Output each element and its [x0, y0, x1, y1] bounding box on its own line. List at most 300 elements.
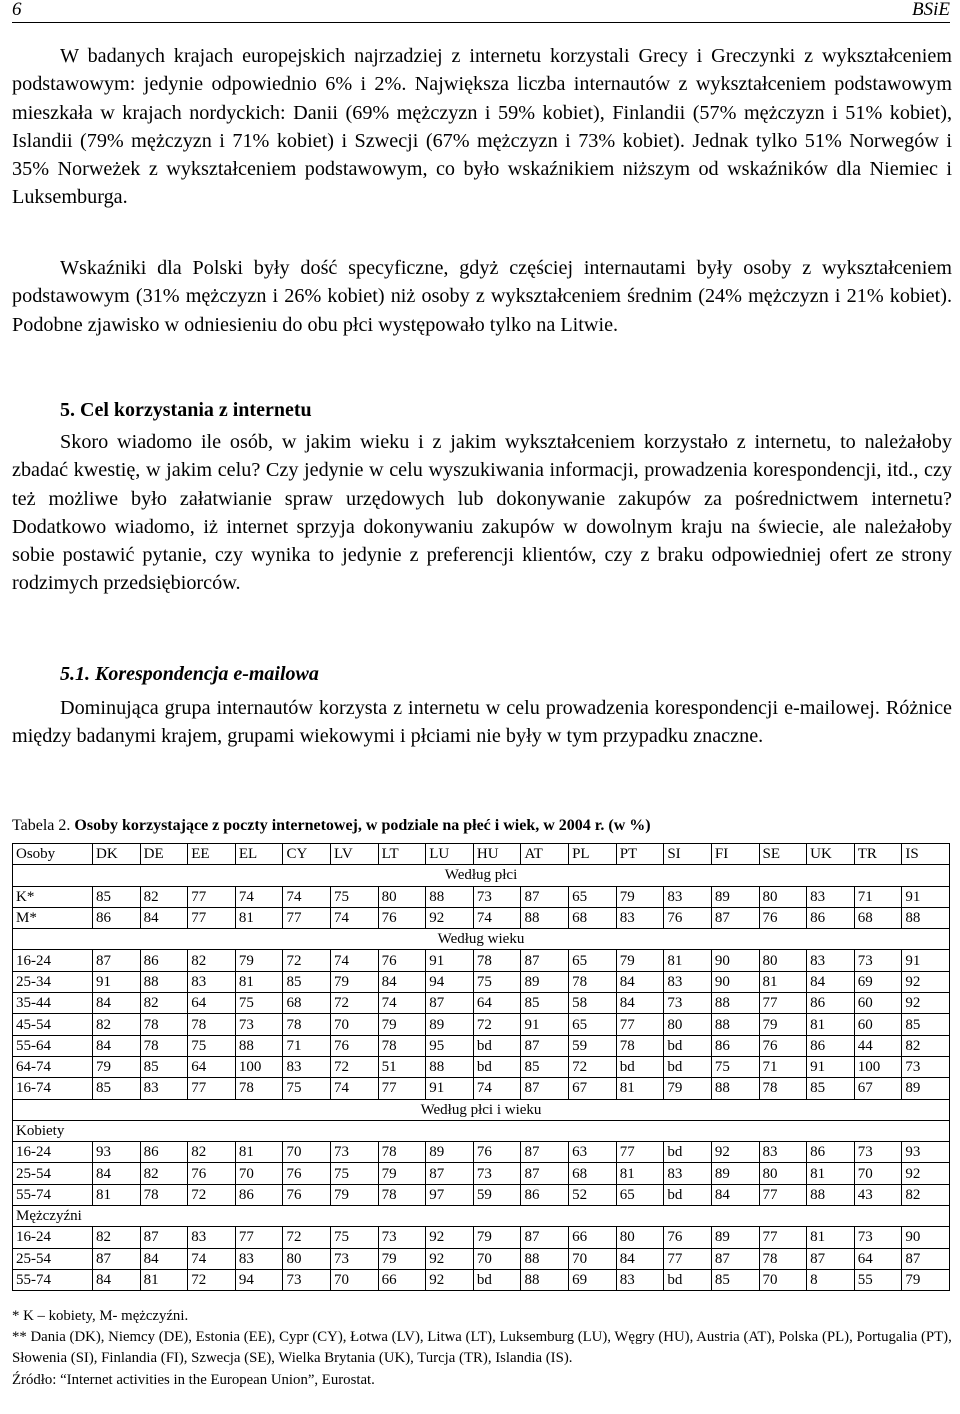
table-cell: 79 — [331, 1184, 379, 1205]
table-cell: 72 — [331, 993, 379, 1014]
table-cell: 77 — [188, 886, 236, 907]
table-cell: 85 — [93, 1078, 141, 1099]
table-cell: 81 — [140, 1269, 188, 1290]
table-cell: 76 — [378, 907, 426, 928]
table-cell: 89 — [426, 1142, 474, 1163]
column-header: PT — [616, 844, 664, 865]
table-cell: 74 — [473, 907, 521, 928]
table-cell: 73 — [854, 950, 902, 971]
table-cell: 83 — [283, 1056, 331, 1077]
table-cell: 70 — [569, 1248, 617, 1269]
table-cell: 89 — [711, 1227, 759, 1248]
table-cell: 86 — [807, 993, 855, 1014]
table-cell: 79 — [902, 1269, 950, 1290]
table-cell: 87 — [521, 1227, 569, 1248]
table-cell: 83 — [616, 907, 664, 928]
table-cell: bd — [473, 1035, 521, 1056]
table-cell: 87 — [521, 886, 569, 907]
intro-text — [12, 42, 952, 212]
table-cell: 85 — [807, 1078, 855, 1099]
table-cell: 80 — [759, 886, 807, 907]
table-cell: 88 — [140, 971, 188, 992]
table-cell: 86 — [807, 1035, 855, 1056]
table-cell: 77 — [188, 907, 236, 928]
table-cell: 82 — [93, 1227, 141, 1248]
table-cell: 97 — [426, 1184, 474, 1205]
table-cell: 74 — [378, 993, 426, 1014]
table-cell: 78 — [378, 1035, 426, 1056]
table-cell: 79 — [378, 1248, 426, 1269]
row-label: 55-74 — [13, 1269, 93, 1290]
table-cell: 77 — [378, 1078, 426, 1099]
source-note: Źródło: “Internet activities in the European Union”, Eurostat. — [12, 1371, 375, 1388]
table-cell: 90 — [711, 950, 759, 971]
table-cell: 71 — [759, 1056, 807, 1077]
table-cell: 80 — [664, 1014, 712, 1035]
table-cell: 85 — [93, 886, 141, 907]
table-cell: 89 — [711, 886, 759, 907]
caption-prefix: Tabela 2. — [12, 817, 75, 834]
row-label: 25-54 — [13, 1163, 93, 1184]
table-cell: 76 — [664, 907, 712, 928]
table-cell: 73 — [664, 993, 712, 1014]
table-row — [13, 993, 950, 1014]
table-cell: 78 — [378, 1142, 426, 1163]
table-row — [13, 1142, 950, 1163]
table-cell: 78 — [235, 1078, 283, 1099]
table-cell: 70 — [473, 1248, 521, 1269]
table-cell: 75 — [235, 993, 283, 1014]
table-cell: 73 — [331, 1248, 379, 1269]
table-cell: 72 — [331, 1056, 379, 1077]
table-cell: 51 — [378, 1056, 426, 1077]
table-cell: 83 — [759, 1142, 807, 1163]
table-cell: 73 — [854, 1227, 902, 1248]
paragraph-poland: Wskaźniki dla Polski były dość specyficzne, gdyż częściej internautami były osoby z wykształceniem podstawowym (31% mężczyzn i 26% kobiet) niż osoby z wykształceniem średnim (24% mężczyzn i 21% kobiet). Podobne zjawisko w odniesieniu do obu płci występowało tylko na Litwie. — [12, 257, 952, 336]
table-cell: 100 — [854, 1056, 902, 1077]
table-cell: 70 — [759, 1269, 807, 1290]
table-cell: 100 — [235, 1056, 283, 1077]
table-cell: 84 — [140, 907, 188, 928]
table-cell: 81 — [664, 950, 712, 971]
table-cell: 78 — [140, 1184, 188, 1205]
column-header: EE — [188, 844, 236, 865]
table-cell: bd — [473, 1056, 521, 1077]
table-cell: 79 — [378, 1014, 426, 1035]
table-cell: 82 — [140, 886, 188, 907]
table-cell: 81 — [759, 971, 807, 992]
table-cell: 92 — [426, 1269, 474, 1290]
table-cell: 75 — [331, 1163, 379, 1184]
table-cell: 80 — [283, 1248, 331, 1269]
table-cell: 74 — [331, 1078, 379, 1099]
table-cell: 85 — [521, 1056, 569, 1077]
table-row — [13, 1035, 950, 1056]
table-cell: 83 — [807, 886, 855, 907]
column-header: Osoby — [13, 844, 93, 865]
column-header: LU — [426, 844, 474, 865]
note-country-abbreviations: ** Dania (DK), Niemcy (DE), Estonia (EE), Cypr (CY), Łotwa (LV), Litwa (LT), Luksemburg (LU), Węgry (HU), Austria (AT), Polska (PL), Portugalia (PT), Słowenia (SI), Finlandia (FI), Szwecja (SE), Wielka Brytania (UK), Turcja (TR), Islandia (IS). — [12, 1329, 952, 1367]
table-cell: 89 — [426, 1014, 474, 1035]
table-caption — [12, 816, 952, 836]
table-cell: bd — [616, 1056, 664, 1077]
table-cell: 90 — [711, 971, 759, 992]
table-cell: 87 — [93, 950, 141, 971]
table-cell: 84 — [93, 1163, 141, 1184]
table-row — [13, 971, 950, 992]
table-cell: 69 — [569, 1269, 617, 1290]
table-subgroup-row — [13, 1206, 950, 1227]
table-cell: 91 — [426, 950, 474, 971]
table-cell: bd — [664, 1056, 712, 1077]
table-cell: 58 — [569, 993, 617, 1014]
table-cell: 95 — [426, 1035, 474, 1056]
table-cell: 84 — [140, 1248, 188, 1269]
section-5-1 — [12, 660, 952, 688]
table-cell: 86 — [711, 1035, 759, 1056]
table-cell: 82 — [902, 1035, 950, 1056]
table-cell: 81 — [235, 971, 283, 992]
table-cell: 77 — [664, 1248, 712, 1269]
table-cell: 77 — [235, 1227, 283, 1248]
table-cell: 92 — [902, 971, 950, 992]
table-cell: 72 — [569, 1056, 617, 1077]
row-label: 55-74 — [13, 1184, 93, 1205]
table-cell: 72 — [283, 950, 331, 971]
table-cell: 74 — [188, 1248, 236, 1269]
column-header: TR — [854, 844, 902, 865]
paragraph-email: Dominująca grupa internautów korzysta z internetu w celu prowadzenia korespondencji e-mailowej. Różnice między badanymi krajem, grupami wiekowymi i płciami nie były w tym przypadku znaczne. — [12, 697, 952, 748]
table-cell: 88 — [521, 1269, 569, 1290]
row-label: 16-74 — [13, 1078, 93, 1099]
table-cell: bd — [664, 1142, 712, 1163]
table-cell: 78 — [140, 1035, 188, 1056]
column-header: AT — [521, 844, 569, 865]
table-cell: 76 — [473, 1142, 521, 1163]
table-cell: 86 — [93, 907, 141, 928]
table-cell: 83 — [664, 886, 712, 907]
table-cell: 86 — [140, 1142, 188, 1163]
table-cell: 77 — [759, 1227, 807, 1248]
table-cell: 73 — [854, 1142, 902, 1163]
table-cell: 83 — [807, 950, 855, 971]
table-cell: 64 — [854, 1248, 902, 1269]
table-cell: 79 — [616, 950, 664, 971]
table-cell: 87 — [426, 1163, 474, 1184]
table-cell: 91 — [902, 886, 950, 907]
table-cell: 80 — [759, 1163, 807, 1184]
table-cell: 87 — [902, 1248, 950, 1269]
table-cell: 82 — [93, 1014, 141, 1035]
table-cell: 64 — [473, 993, 521, 1014]
row-label: 25-34 — [13, 971, 93, 992]
journal-name: BSiE — [912, 0, 950, 20]
table-cell: 84 — [616, 1248, 664, 1269]
table-cell: 83 — [140, 1078, 188, 1099]
table-cell: 86 — [807, 907, 855, 928]
table-cell: 79 — [235, 950, 283, 971]
table-cell: 84 — [93, 993, 141, 1014]
table-cell: 78 — [473, 950, 521, 971]
table-cell: 82 — [902, 1184, 950, 1205]
table-cell: 88 — [807, 1184, 855, 1205]
column-header: LT — [378, 844, 426, 865]
row-label: 55-64 — [13, 1035, 93, 1056]
table-cell: 88 — [426, 1056, 474, 1077]
table-cell: 88 — [235, 1035, 283, 1056]
group-heading: Według płci i wieku — [13, 1099, 950, 1120]
table-cell: 84 — [616, 993, 664, 1014]
table-cell: 72 — [473, 1014, 521, 1035]
table-cell: 94 — [235, 1269, 283, 1290]
row-label: 25-54 — [13, 1248, 93, 1269]
table-cell: 85 — [521, 993, 569, 1014]
table-cell: 91 — [426, 1078, 474, 1099]
table-cell: 63 — [569, 1142, 617, 1163]
row-label: 35-44 — [13, 993, 93, 1014]
email-usage-table-wrapper — [12, 843, 952, 1291]
table-cell: 71 — [854, 886, 902, 907]
table-cell: 73 — [473, 886, 521, 907]
table-cell: 70 — [283, 1142, 331, 1163]
table-cell: 92 — [426, 907, 474, 928]
note-sex-abbreviations: * K – kobiety, M- mężczyźni. — [12, 1308, 189, 1324]
table-cell: 84 — [807, 971, 855, 992]
table-cell: 83 — [616, 1269, 664, 1290]
table-row — [13, 1014, 950, 1035]
table-cell: 73 — [378, 1227, 426, 1248]
table-subgroup-row — [13, 1120, 950, 1141]
table-cell: 79 — [616, 886, 664, 907]
table-cell: 83 — [235, 1248, 283, 1269]
group-heading: Według wieku — [13, 929, 950, 950]
table-cell: 70 — [331, 1269, 379, 1290]
row-label: 45-54 — [13, 1014, 93, 1035]
table-cell: 76 — [283, 1163, 331, 1184]
subgroup-label: Kobiety — [13, 1120, 950, 1141]
table-cell: 89 — [711, 1163, 759, 1184]
table-cell: 81 — [807, 1163, 855, 1184]
table-cell: 77 — [283, 907, 331, 928]
paragraph-greece-nordic: W badanych krajach europejskich najrzadziej z internetu korzystali Grecy i Greczynki z wykształceniem podstawowym: jedynie odpowiednio 6% i 2%. Największa liczba internautów z wykształceniem podstawowym mieszkała w krajach nordyckich: Danii (69% mężczyzn i 59% kobiet), Finlandii (57% mężczyzn i 51% kobiet), Islandii (79% mężczyzn i 71% kobiet) i Szwecji (67% mężczyzn i 73% kobiet). Jednak tylko 51% Norwegów i 35% Norweżek z wykształceniem podstawowym, co było wskaźnikiem niższym od wskaźników dla Niemiec i Luksemburga. — [12, 45, 952, 209]
table-cell: 82 — [140, 993, 188, 1014]
table-cell: 92 — [902, 993, 950, 1014]
table-cell: 52 — [569, 1184, 617, 1205]
table-cell: 65 — [569, 950, 617, 971]
table-cell: 92 — [426, 1227, 474, 1248]
row-label: 16-24 — [13, 1227, 93, 1248]
table-cell: 84 — [378, 971, 426, 992]
table-cell: 91 — [93, 971, 141, 992]
table-cell: 59 — [473, 1184, 521, 1205]
column-header: IS — [902, 844, 950, 865]
row-label: M* — [13, 907, 93, 928]
table-cell: 86 — [140, 950, 188, 971]
table-cell: 83 — [188, 971, 236, 992]
column-header: PL — [569, 844, 617, 865]
table-cell: 78 — [378, 1184, 426, 1205]
table-cell: 74 — [473, 1078, 521, 1099]
table-cell: 77 — [188, 1078, 236, 1099]
table-cell: 69 — [854, 971, 902, 992]
column-header: DE — [140, 844, 188, 865]
table-cell: 85 — [711, 1269, 759, 1290]
table-row — [13, 1056, 950, 1077]
table-cell: 94 — [426, 971, 474, 992]
table-cell: 91 — [807, 1056, 855, 1077]
table-cell: 77 — [616, 1014, 664, 1035]
table-cell: 83 — [664, 971, 712, 992]
table-cell: 87 — [711, 907, 759, 928]
section-5-1-text — [12, 694, 952, 751]
column-header: EL — [235, 844, 283, 865]
table-cell: 93 — [902, 1142, 950, 1163]
table-cell: 88 — [521, 1248, 569, 1269]
table-cell: 68 — [854, 907, 902, 928]
subsection-heading: 5.1. Korespondencja e-mailowa — [60, 663, 319, 685]
table-cell: 91 — [521, 1014, 569, 1035]
table-cell: 88 — [711, 1014, 759, 1035]
table-cell: 79 — [331, 971, 379, 992]
table-cell: 80 — [378, 886, 426, 907]
table-cell: 85 — [140, 1056, 188, 1077]
table-cell: 55 — [854, 1269, 902, 1290]
table-cell: 82 — [140, 1163, 188, 1184]
section-5-text — [12, 428, 952, 598]
table-cell: 87 — [426, 993, 474, 1014]
column-header: FI — [711, 844, 759, 865]
table-header-row — [13, 844, 950, 865]
table-cell: 59 — [569, 1035, 617, 1056]
table-cell: 70 — [331, 1014, 379, 1035]
table-cell: 92 — [426, 1248, 474, 1269]
table-cell: 79 — [93, 1056, 141, 1077]
table-cell: 84 — [711, 1184, 759, 1205]
table-cell: 86 — [807, 1142, 855, 1163]
table-cell: 83 — [664, 1163, 712, 1184]
table-cell: 78 — [569, 971, 617, 992]
table-cell: 65 — [616, 1184, 664, 1205]
column-header: UK — [807, 844, 855, 865]
table-cell: 87 — [521, 1035, 569, 1056]
subgroup-label: Mężczyźni — [13, 1206, 950, 1227]
row-label: 16-24 — [13, 950, 93, 971]
poland-text — [12, 254, 952, 339]
table-cell: 81 — [616, 1163, 664, 1184]
table-cell: 87 — [521, 1078, 569, 1099]
table-cell: 82 — [188, 950, 236, 971]
column-header: SE — [759, 844, 807, 865]
column-header: DK — [93, 844, 141, 865]
table-row — [13, 1227, 950, 1248]
table-cell: 78 — [283, 1014, 331, 1035]
table-cell: 82 — [188, 1142, 236, 1163]
table-cell: 79 — [378, 1163, 426, 1184]
paragraph-purpose: Skoro wiadomo ile osób, w jakim wieku i z jakim wykształceniem korzystało z internetu, to należałoby zbadać kwestię, w jakim celu? Czy jedynie w celu wyszukiwania informacji, prowadzenia korespondencji, itd., czy też możliwe było załatwianie spraw urzędowych lub dokonywanie zakupów za pośrednictwem internetu? Dodatkowo wiadomo, iż internet sprzyja dokonywaniu zakupów w dowolnym kraju na świecie, ale należałoby sobie postawić pytanie, czy wynika to jedynie z preferencji klientów, czy z braku odpowiedniej ofert ze strony rodzimych przedsiębiorców. — [12, 431, 952, 595]
table-cell: 81 — [235, 1142, 283, 1163]
table-cell: 75 — [283, 1078, 331, 1099]
table-cell: 79 — [759, 1014, 807, 1035]
table-cell: 60 — [854, 1014, 902, 1035]
table-cell: 74 — [331, 907, 379, 928]
column-header: CY — [283, 844, 331, 865]
table-row — [13, 1269, 950, 1290]
table-cell: 76 — [759, 1035, 807, 1056]
table-cell: 80 — [759, 950, 807, 971]
table-group-row — [13, 1099, 950, 1120]
page-header — [12, 0, 950, 23]
table-cell: 75 — [331, 886, 379, 907]
table-cell: 81 — [235, 907, 283, 928]
table-cell: 70 — [854, 1163, 902, 1184]
table-cell: 88 — [711, 1078, 759, 1099]
table-cell: bd — [664, 1035, 712, 1056]
table-cell: bd — [473, 1269, 521, 1290]
table-cell: 65 — [569, 886, 617, 907]
table-cell: 91 — [902, 950, 950, 971]
table-cell: 88 — [521, 907, 569, 928]
table-cell: 77 — [759, 1184, 807, 1205]
column-header: HU — [473, 844, 521, 865]
table-cell: 87 — [521, 1142, 569, 1163]
table-cell: 80 — [616, 1227, 664, 1248]
table-cell: 77 — [759, 993, 807, 1014]
table-cell: 67 — [854, 1078, 902, 1099]
table-cell: 77 — [616, 1142, 664, 1163]
table-cell: 64 — [188, 1056, 236, 1077]
table-cell: 76 — [188, 1163, 236, 1184]
table-cell: 74 — [235, 886, 283, 907]
table-cell: 70 — [235, 1163, 283, 1184]
table-cell: 76 — [759, 907, 807, 928]
table-cell: 81 — [807, 1227, 855, 1248]
table-cell: 93 — [93, 1142, 141, 1163]
table-row — [13, 886, 950, 907]
row-label: K* — [13, 886, 93, 907]
table-cell: 78 — [759, 1078, 807, 1099]
table-cell: 79 — [473, 1227, 521, 1248]
table-cell: 76 — [283, 1184, 331, 1205]
section-5 — [12, 396, 952, 424]
table-row — [13, 1184, 950, 1205]
table-cell: 65 — [569, 1014, 617, 1035]
table-cell: 78 — [140, 1014, 188, 1035]
table-cell: 85 — [902, 1014, 950, 1035]
table-cell: 8 — [807, 1269, 855, 1290]
table-group-row — [13, 929, 950, 950]
table-cell: 67 — [569, 1078, 617, 1099]
table-cell: 76 — [378, 950, 426, 971]
table-cell: 87 — [93, 1248, 141, 1269]
table-cell: 89 — [902, 1078, 950, 1099]
table-row — [13, 950, 950, 971]
table-cell: 84 — [93, 1035, 141, 1056]
table-cell: 86 — [521, 1184, 569, 1205]
table-cell: 66 — [569, 1227, 617, 1248]
table-cell: 81 — [93, 1184, 141, 1205]
table-cell: 76 — [664, 1227, 712, 1248]
table-cell: 73 — [331, 1142, 379, 1163]
table-cell: 66 — [378, 1269, 426, 1290]
table-cell: 76 — [331, 1035, 379, 1056]
caption-title: Osoby korzystające z poczty internetowej, w podziale na płeć i wiek, w 2004 r. (w %) — [74, 817, 651, 834]
table-row — [13, 1163, 950, 1184]
table-cell: 64 — [188, 993, 236, 1014]
table-row — [13, 1248, 950, 1269]
row-label: 16-24 — [13, 1142, 93, 1163]
table-cell: 89 — [521, 971, 569, 992]
table-cell: 44 — [854, 1035, 902, 1056]
